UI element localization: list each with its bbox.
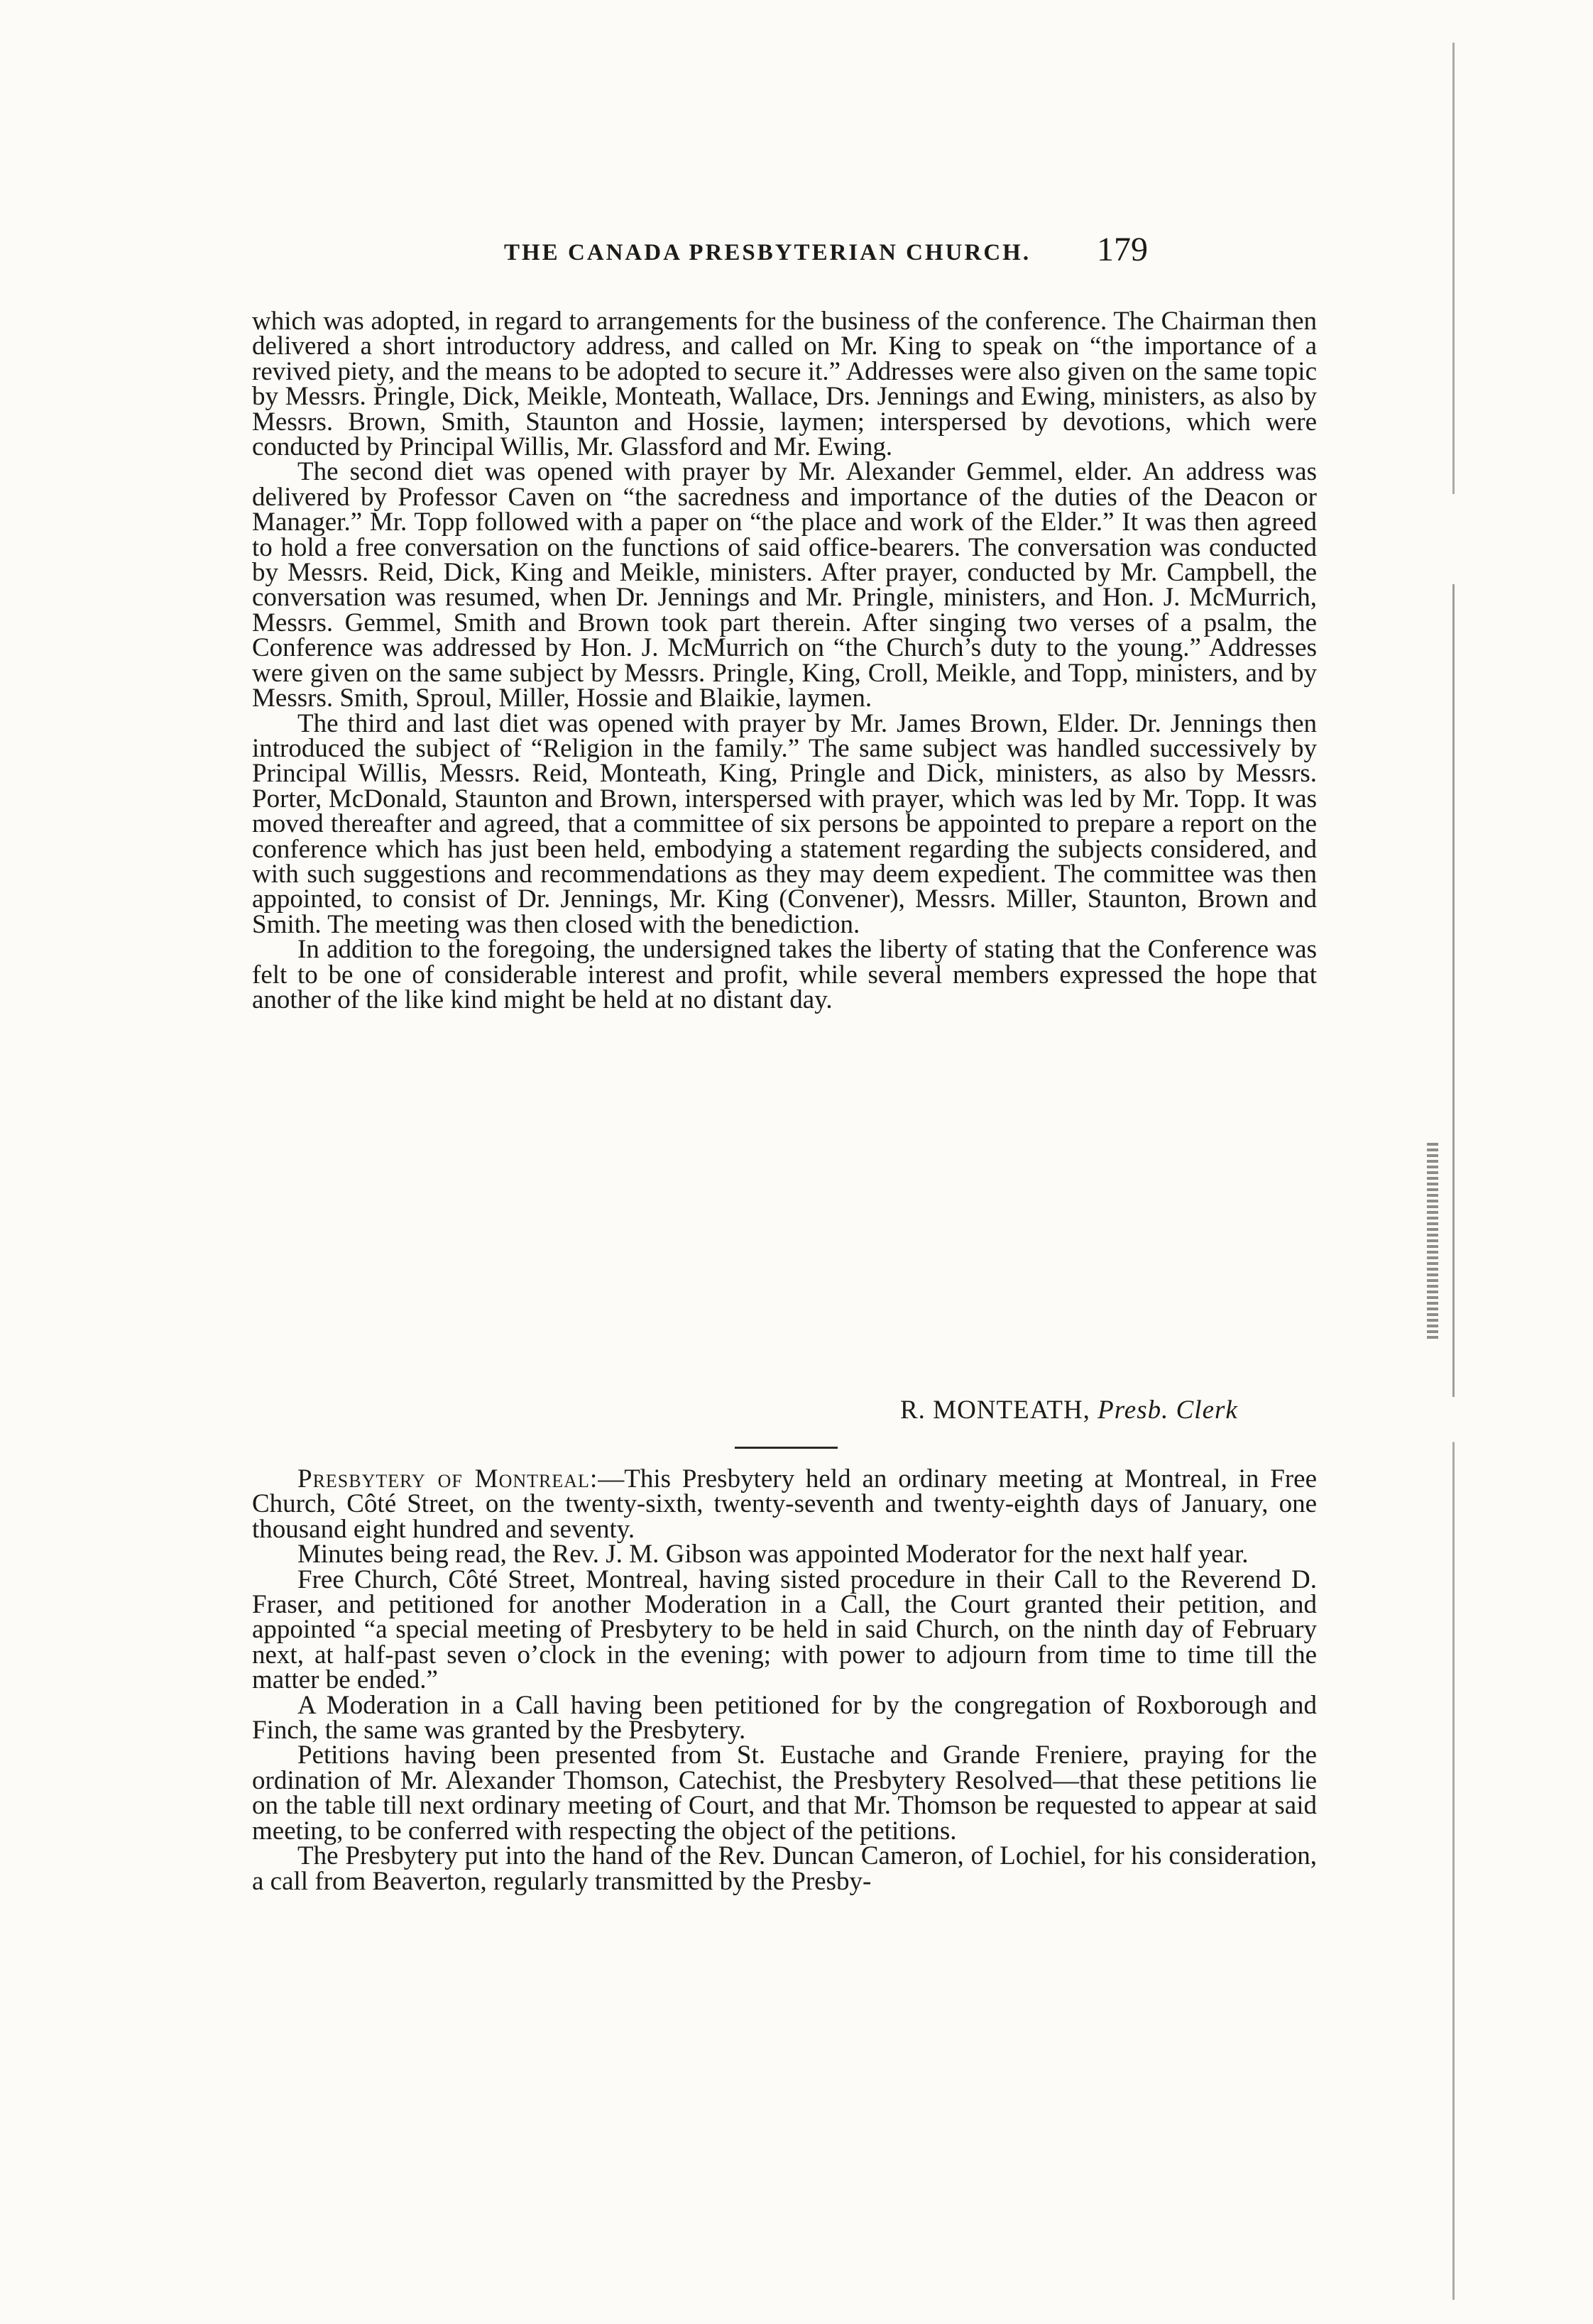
scan-smudge <box>1427 1143 1438 1342</box>
paragraph: Free Church, Côté Street, Montreal, having sisted procedure in their Call to the Reverend D. Fraser, and petitioned for another Moderation in a Call, the Court granted their petition, and appointed “a special meeting of Presbytery to be held in said Church, on the ninth day of February next, at half-past seven o’clock in the evening; with power to adjourn from time to time till the matter be ended.” <box>252 1564 1317 1695</box>
section-heading: Presbytery of Montreal: <box>297 1464 598 1493</box>
section-divider <box>735 1447 838 1449</box>
presbytery-of-montreal-report <box>252 1464 1318 1896</box>
page-header <box>241 231 1320 277</box>
paragraph: which was adopted, in regard to arrangements for the business of the conference. The Chairman then delivered a short introductory address, and called on Mr. King to speak on “the importance of a revived piety, and the means to be adopted to secure it.” Addresses were also given on the same topic by Messrs. Pringle, Dick, Meikle, Monteath, Wallace, Drs. Jennings and Ewing, ministers, as also by Messrs. Brown, Smith, Staunton and Hossie, laymen; interspersed by devotions, which were conducted by Principal Willis, Mr. Glassford and Mr. Ewing. <box>252 307 1317 462</box>
signature <box>900 1395 1238 1425</box>
running-title: THE CANADA PRESBYTERIAN CHURCH. <box>504 240 1031 265</box>
page-edge-line <box>1452 43 1455 2300</box>
paragraph: Petitions having been presented from St. Eustache and Grande Freniere, praying for the ordination of Mr. Alexander Thomson, Catechist, the Presbytery Resolved—that these petitions lie on the table till next ordinary meeting of Court, and that Mr. Thomson be requested to appear at said meeting, to be conferred with respecting the object of the petitions. <box>252 1741 1317 1846</box>
paragraph: Minutes being read, the Rev. J. M. Gibson was appointed Moderator for the next half year. <box>297 1540 1249 1569</box>
paragraph <box>252 1464 1318 1544</box>
paragraph: The second diet was opened with prayer by Mr. Alexander Gemmel, elder. An address was delivered by Professor Caven on “the sacredness and importance of the duties of the Deacon or Manager.” Mr. Topp followed with a paper on “the place and work of the Elder.” It was then agreed to hold a free conversation on the functions of said office-bearers. The conversation was conducted by Messrs. Reid, Dick, King and Meikle, ministers. After prayer, conducted by Mr. Campbell, the conversation was resumed, when Dr. Jennings and Mr. Pringle, ministers, and Hon. J. McMurrich, Messrs. Gemmel, Smith and Brown took part therein. After singing two verses of a psalm, the Conference was addressed by Hon. J. McMurrich on “the Church’s duty to the young.” Addresses were given on the same subject by Messrs. Pringle, King, Croll, Meikle, and Topp, ministers, and by Messrs. Smith, Sproul, Miller, Hossie and Blaikie, laymen. <box>252 457 1317 713</box>
signature-role: Presb. Clerk <box>1097 1396 1238 1425</box>
paragraph-text: —This Presbytery held an ordinary meeting at Montreal, in Free Church, Côté Street, on the twenty-sixth, twenty-seventh and twenty-eighth days of January, one thousand eight hundred and seventy. <box>252 1464 1318 1544</box>
paragraph: The third and last diet was opened with prayer by Mr. James Brown, Elder. Dr. Jennings then introduced the subject of “Religion in the family.” The same subject was handled successively by Principal Willis, Messrs. Reid, Monteath, King, Pringle and Dick, ministers, as also by Messrs. Porter, McDonald, Staunton and Brown, interspersed with prayer, which was led by Mr. Topp. It was moved thereafter and agreed, that a committee of six persons be appointed to prepare a report on the conference which has just been held, embodying a statement regarding the subjects considered, and with such suggestions and recommendations as they may deem expedient. The committee was then appointed, to consist of Dr. Jennings, Mr. King (Convener), Messrs. Miller, Staunton, Brown and Smith. The meeting was then closed with the benediction. <box>252 708 1317 939</box>
signature-name: R. MONTEATH, <box>900 1396 1090 1425</box>
paragraph: In addition to the foregoing, the undersigned takes the liberty of stating that the Conference was felt to be one of considerable interest and profit, while several members expressed the hope that another of the like kind might be held at no distant day. <box>252 935 1317 1014</box>
conference-report <box>252 309 1317 1012</box>
paragraph: The Presbytery put into the hand of the Rev. Duncan Cameron, of Lochiel, for his consideration, a call from Beaverton, regularly transmitted by the Presby- <box>252 1841 1317 1896</box>
paragraph: A Moderation in a Call having been petitioned for by the congregation of Roxborough and Finch, the same was granted by the Presbytery. <box>252 1690 1317 1745</box>
page-number: 179 <box>1097 231 1148 268</box>
